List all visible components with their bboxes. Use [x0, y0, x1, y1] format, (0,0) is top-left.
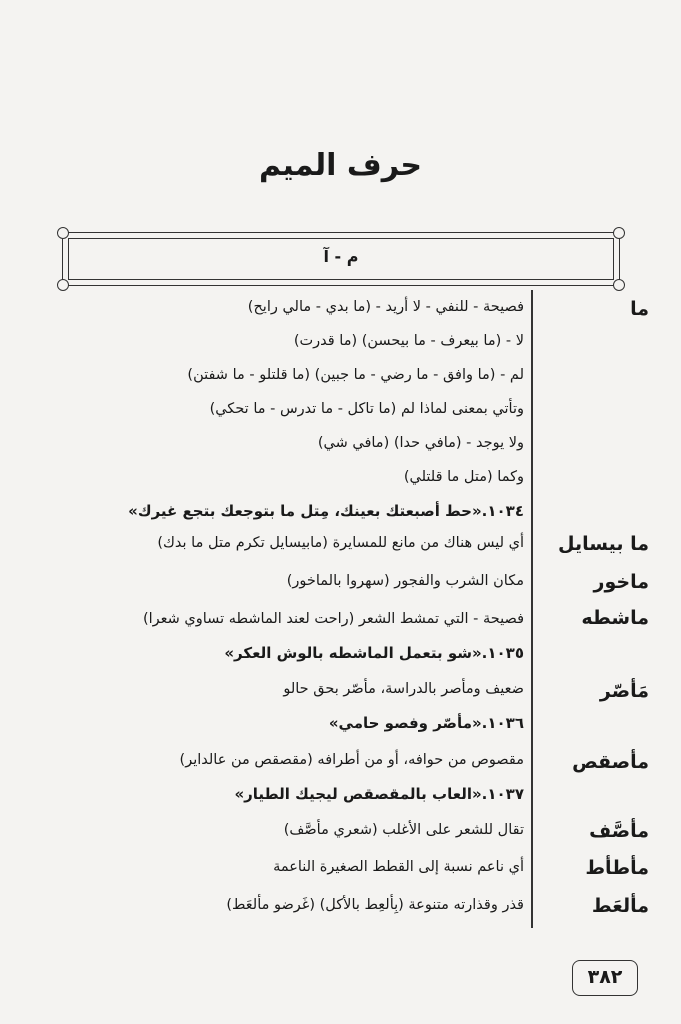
frame-corner-ornament: [57, 279, 69, 291]
proverb-line: ١٠٣٧.«العاب بالمقصقص ليجيك الطيار»: [234, 785, 524, 803]
column-divider: [531, 290, 533, 928]
entry-term: ماخور: [593, 571, 649, 593]
entry-definition: [84, 528, 524, 558]
definition-line: أي ناعم نسبة إلى القطط الصغيرة الناعمة: [273, 859, 524, 875]
entry-term: ماشطه: [581, 607, 649, 629]
frame-corner-ornament: [613, 279, 625, 291]
entry-definition: [84, 566, 524, 596]
entry-term: مأصقص: [572, 751, 649, 773]
entry-term: مَأصّر: [599, 680, 649, 702]
proverb-line: ١٠٣٤.«حط أصبعتك بعينك، مِتل ما بتوجعك بتجع غيرك»: [128, 502, 524, 520]
definition-line: فصيحة - للنفي - لا أريد - (ما بدي - مالي رايح): [247, 299, 524, 315]
entry-term: ما بيسايل: [558, 533, 649, 555]
entry-definition: [84, 290, 524, 528]
entry-definition: [84, 852, 524, 882]
proverb-line: ١٠٣٦.«مأصّر وفصو حامي»: [328, 714, 524, 732]
entry-definition: [84, 602, 524, 670]
definition-line: تقال للشعر على الأغلب (شعري مأصَّف): [283, 822, 524, 838]
entry-term: مألعَط: [591, 895, 649, 917]
entry-definition: [84, 890, 524, 920]
definition-line: وتأتي بمعنى لماذا لم (ما تاكل - ما تدرس - ما تحكي): [209, 401, 524, 417]
frame-corner-ornament: [613, 227, 625, 239]
definition-line: فصيحة - التي تمشط الشعر (راحت لعند الماشطه تساوي شعرا): [142, 611, 524, 627]
definition-line: وكما (متل ما قلتلي): [403, 469, 524, 485]
definition-line: أي ليس هناك من مانع للمسايرة (مابيسايل تكرم متل ما بدك): [157, 535, 524, 551]
definition-line: قذر وقذارته متنوعة (بِألعِط بالأكل) (غَرضو مألعَط): [226, 897, 524, 913]
definition-line: ولا يوجد - (مافي حدا) (مافي شي): [317, 435, 524, 451]
definition-line: مقصوص من حوافه، أو من أطرافه (مقصقص من عالداير): [179, 752, 524, 768]
page-number: ٣٨٢: [572, 960, 638, 996]
section-header-frame: [62, 232, 620, 286]
proverb-line: ١٠٣٥.«شو بتعمل الماشطه بالوش العكر»: [224, 644, 524, 662]
definition-line: لم - (ما وافق - ما رضي - ما جبين) (ما قلتلو - ما شفتن): [187, 367, 524, 383]
definition-line: لا - (ما بيعرف - ما بيحسن) (ما قدرت): [293, 333, 524, 349]
definition-line: مكان الشرب والفجور (سهروا بالماخور): [286, 573, 524, 589]
entry-definition: [84, 672, 524, 740]
entry-term: مأصَّف: [589, 820, 649, 842]
entry-term: ما: [630, 298, 649, 320]
definition-line: ضعيف ومأصر بالدراسة، مأصّر بحق حالو: [283, 681, 524, 697]
chapter-title: حرف الميم: [258, 148, 422, 183]
frame-corner-ornament: [57, 227, 69, 239]
entry-definition: [84, 743, 524, 811]
entry-term: مأطأط: [585, 857, 649, 879]
section-label: م - آ: [323, 247, 359, 266]
entry-definition: [84, 815, 524, 845]
